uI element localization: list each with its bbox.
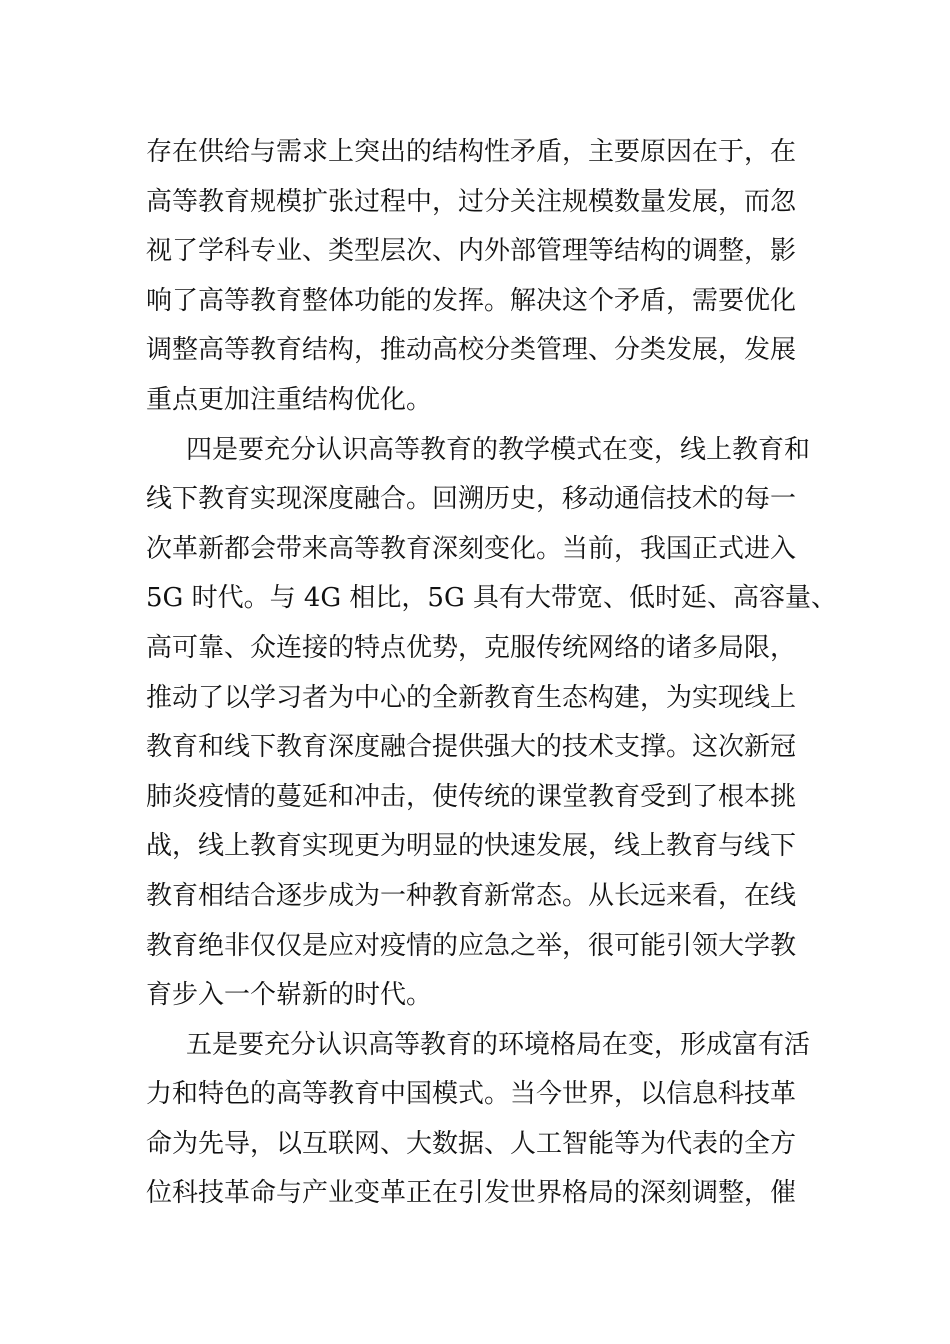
- text-line: 存在供给与需求上突出的结构性矛盾，主要原因在于，在: [146, 137, 797, 167]
- text-line: 教育和线下教育深度融合提供强大的技术支撑。这次新冠: [146, 732, 797, 763]
- text-line: 线下教育实现深度融合。回溯历史，移动通信技术的每一: [146, 484, 797, 515]
- text-line: 位科技革命与产业变革正在引发世界格局的深刻调整，催: [146, 1178, 797, 1209]
- text-line: 力和特色的高等教育中国模式。当今世界，以信息科技革: [146, 1079, 797, 1110]
- text-line: 教育相结合逐步成为一种教育新常态。从长远来看，在线: [146, 880, 797, 911]
- text-line: 次革新都会带来高等教育深刻变化。当前，我国正式进入: [146, 533, 797, 564]
- text-line: 响了高等教育整体功能的发挥。解决这个矛盾，需要优化: [146, 285, 797, 316]
- body-text: [146, 128, 837, 1219]
- text-line: 命为先导，以互联网、大数据、人工智能等为代表的全方: [146, 1128, 797, 1159]
- text-line: 育步入一个崭新的时代。: [146, 980, 433, 1011]
- text-line: 视了学科专业、类型层次、内外部管理等结构的调整，影: [146, 236, 797, 267]
- text-line: 重点更加注重结构优化。: [146, 384, 433, 415]
- text-line: 调整高等教育结构，推动高校分类管理、分类发展，发展: [146, 335, 797, 366]
- paragraph-start-line: 五是要充分认识高等教育的环境格局在变，形成富有活: [186, 1029, 811, 1060]
- text-line: 高可靠、众连接的特点优势，克服传统网络的诸多局限，: [146, 632, 797, 663]
- text-line: 肺炎疫情的蔓延和冲击，使传统的课堂教育受到了根本挑: [146, 781, 797, 812]
- text-line: 战，线上教育实现更为明显的快速发展，线上教育与线下: [146, 831, 797, 862]
- text-line: 推动了以学习者为中心的全新教育生态构建，为实现线上: [146, 682, 797, 713]
- paragraph-start-line: 四是要充分认识高等教育的教学模式在变，线上教育和: [186, 434, 811, 465]
- text-line: 教育绝非仅仅是应对疫情的应急之举，很可能引领大学教: [146, 930, 797, 961]
- text-line: 5G 时代。与 4G 相比，5G 具有大带宽、低时延、高容量、: [146, 583, 837, 614]
- text-line: 高等教育规模扩张过程中，过分关注规模数量发展，而忽: [146, 186, 797, 217]
